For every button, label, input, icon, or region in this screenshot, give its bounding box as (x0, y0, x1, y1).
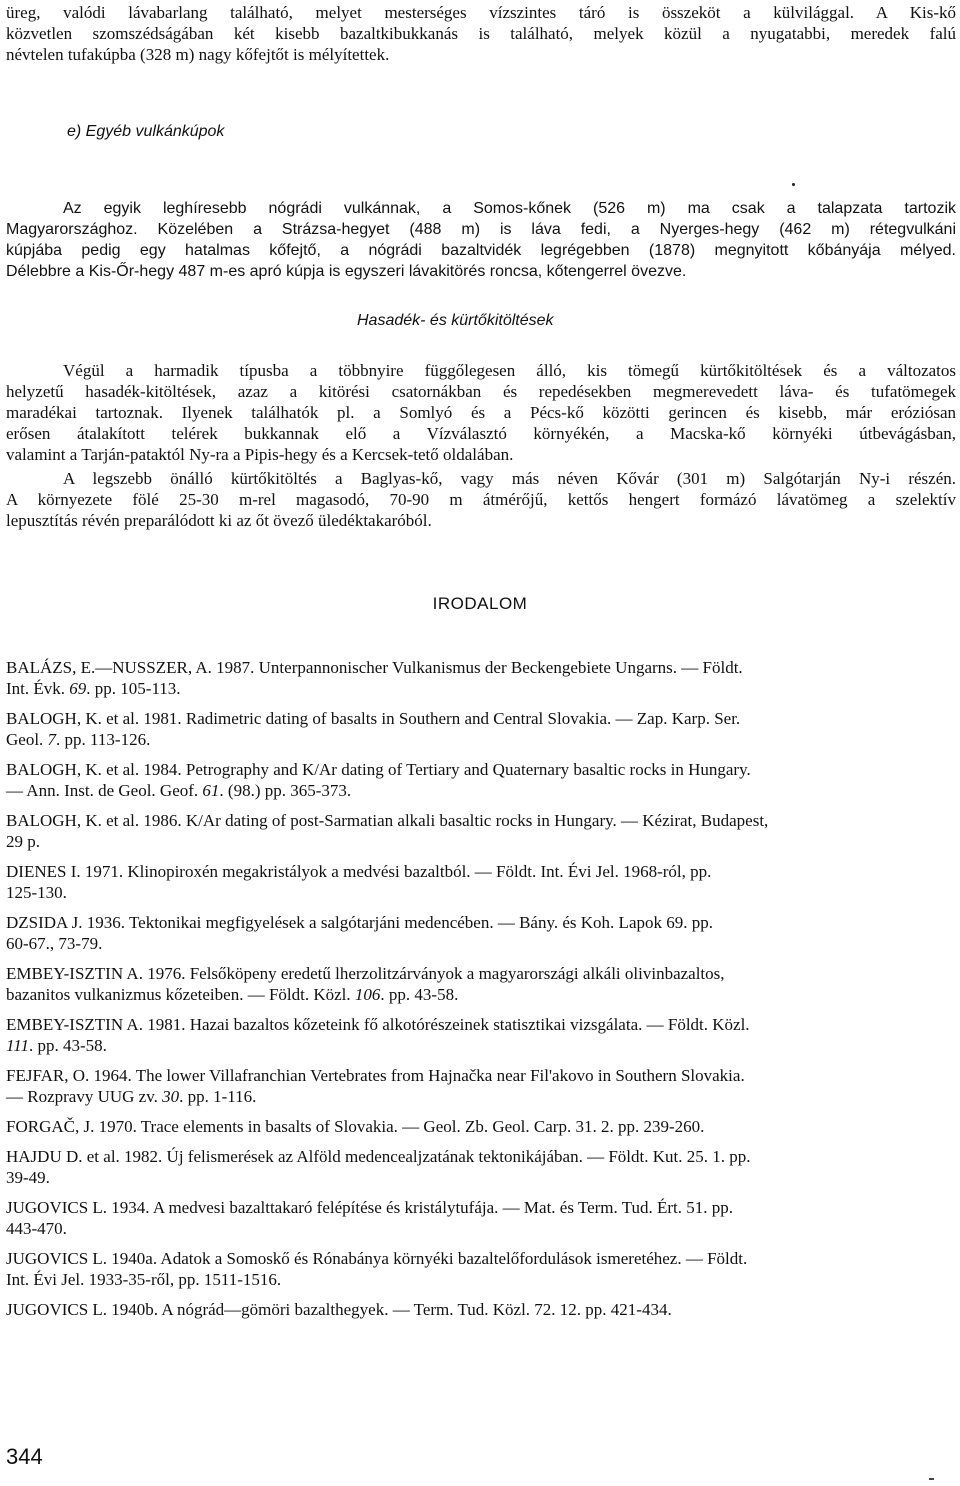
reference-continuation (6, 882, 956, 903)
reference-pages: . pp. 113-126. (56, 730, 151, 749)
reference-citation: EMBEY-ISZTIN A. 1976. Felsőköpeny eredetű lherzolitzárványok a magyarországi alkáli olivinbazaltos, (6, 964, 725, 983)
text-line: Délebbre a Kis-Őr-hegy 487 m-es apró kúpja is egyszeri lávakitörés roncsa, kőtengerrel övezve. (6, 263, 687, 280)
reference-entry (6, 861, 956, 903)
fissure-fillings-paragraph-2 (6, 468, 956, 531)
text-line: A környezete fölé 25-30 m-rel magasodó, 70-90 m átmérőjű, kettős hengert formázó lávatömeg a szelektív (6, 490, 956, 509)
text-line: lepusztítás révén preparálódott ki az őt övező üledéktakaróból. (6, 511, 432, 530)
reference-entry (6, 1299, 956, 1320)
text-line: erősen átalakított telérek bukkannak elő a Vízválasztó környékén, a Macska-kő környéki útbevágásban, (6, 424, 956, 443)
reference-continuation (6, 678, 956, 699)
text-line: közvetlen szomszédságában két kisebb bazaltkibukkanás is található, melyek közül a nyugatabbi, meredek falú (6, 24, 956, 43)
reference-continuation (6, 1035, 956, 1056)
reference-entry (6, 912, 956, 954)
reference-citation: BALOGH, K. et al. 1984. Petrography and K/Ar dating of Tertiary and Quaternary basaltic rocks in Hungary. (6, 760, 751, 779)
reference-citation: BALÁZS, E.—NUSSZER, A. 1987. Unterpannonischer Vulkanismus der Beckengebiete Ungarns. — Földt. (6, 658, 743, 677)
reference-entry (6, 1116, 956, 1137)
reference-entry (6, 1248, 956, 1290)
page-number: 344 (6, 1444, 43, 1469)
reference-volume: 61 (202, 781, 220, 800)
reference-citation: DZSIDA J. 1936. Tektonikai megfigyelések a salgótarjáni medencében. — Bány. és Koh. Lapok 69. pp. (6, 913, 713, 932)
reference-pages: . pp. 43-58. (380, 985, 459, 1004)
reference-volume: 106 (354, 985, 381, 1004)
reference-continuation (6, 1269, 956, 1290)
reference-entry (6, 963, 956, 1005)
other-cones-paragraph (6, 198, 956, 282)
reference-source: bazanitos vulkanizmus kőzeteiben. — Földt. Közl. (6, 985, 355, 1004)
reference-continuation (6, 780, 956, 801)
reference-source: 125-130. (6, 883, 67, 902)
reference-citation: DIENES I. 1971. Klinopiroxén megakristályok a medvési bazaltból. — Földt. Int. Évi Jel. 1968-ról, pp. (6, 862, 712, 881)
reference-list (6, 657, 956, 1329)
reference-continuation (6, 1218, 956, 1239)
reference-continuation (6, 933, 956, 954)
reference-volume: 69 (69, 679, 87, 698)
reference-entry (6, 708, 956, 750)
reference-entry (6, 1197, 956, 1239)
reference-entry (6, 657, 956, 699)
text-line: valamint a Tarján-pataktól Ny-ra a Pipis-hegy és a Kercsek-tető oldalában. (6, 445, 514, 464)
section-heading-fissure-fillings: Hasadék- és kürtőkitöltések (357, 312, 554, 329)
reference-continuation (6, 831, 956, 852)
reference-citation: JUGOVICS L. 1940b. A nógrád—gömöri bazalthegyek. — Term. Tud. Közl. 72. 12. pp. 421-434. (6, 1300, 672, 1319)
section-heading-other-cones: e) Egyéb vulkánkúpok (67, 123, 225, 140)
reference-source: 60-67., 73-79. (6, 934, 103, 953)
reference-citation: FEJFAR, O. 1964. The lower Villafranchian Vertebrates from Hajnačka near Fil'akovo in Southern Slovakia. (6, 1066, 745, 1085)
text-line: maradékai tartoznak. Ilyenek találhatók pl. a Somlyó és a Pécs-kő közötti gerincen és kisebb, már eróziósan (6, 403, 956, 422)
reference-source: Int. Évk. (6, 679, 70, 698)
reference-continuation (6, 1167, 956, 1188)
reference-continuation (6, 729, 956, 750)
reference-citation: BALOGH, K. et al. 1986. K/Ar dating of post-Sarmatian alkali basaltic rocks in Hungary. — Kézirat, Budapest, (6, 811, 769, 830)
reference-citation: BALOGH, K. et al. 1981. Radimetric dating of basalts in Southern and Central Slovakia. — Zap. Karp. Ser. (6, 709, 741, 728)
text-line: Az egyik leghíresebb nógrádi vulkánnak, a Somos-kőnek (526 m) ma csak a talapzata tartozik (63, 200, 956, 217)
reference-citation: JUGOVICS L. 1940a. Adatok a Somoskő és Rónabánya környéki bazaltelőfordulások ismeretéhez. — Földt. (6, 1249, 748, 1268)
reference-citation: HAJDU D. et al. 1982. Új felismerések az Alföld medencealjzatának tektonikájában. — Földt. Kut. 25. 1. pp. (6, 1147, 751, 1166)
reference-source: 29 p. (6, 832, 40, 851)
reference-continuation (6, 984, 956, 1005)
reference-source: 39-49. (6, 1168, 50, 1187)
reference-pages: . pp. 1-116. (179, 1087, 257, 1106)
reference-continuation (6, 1086, 956, 1107)
reference-entry (6, 1065, 956, 1107)
reference-pages: . (98.) pp. 365-373. (219, 781, 352, 800)
fissure-fillings-paragraph-1 (6, 360, 956, 465)
text-line: Magyarországhoz. Közelében a Strázsa-hegyet (488 m) is láva fedi, a Nyerges-hegy (462 m) rétegvulkáni (6, 221, 956, 238)
reference-source: Int. Évi Jel. 1933-35-ről, pp. 1511-1516. (6, 1270, 282, 1289)
scan-speck (792, 183, 795, 186)
text-line: Végül a harmadik típusba a többnyire függőlegesen álló, kis tömegű kürtőkitöltések és a változatos (63, 361, 956, 380)
reference-entry (6, 1014, 956, 1056)
reference-pages: . pp. 105-113. (86, 679, 181, 698)
text-line: helyzetű hasadék-kitöltések, azaz a kitörési csatornákban és repedésekben megmerevedett láva- és tufatömegek (6, 382, 956, 401)
reference-source: Geol. (6, 730, 48, 749)
reference-pages: . pp. 43-58. (28, 1036, 107, 1055)
reference-volume: 111 (6, 1036, 29, 1055)
scan-mark (929, 1478, 934, 1480)
reference-citation: EMBEY-ISZTIN A. 1981. Hazai bazaltos kőzeteink fő alkotórészeinek statisztikai vizsgálata. — Földt. Közl. (6, 1015, 750, 1034)
intro-paragraph (6, 2, 956, 65)
text-line: A legszebb önálló kürtőkitöltés a Baglyas-kő, vagy más néven Kővár (301 m) Salgótarján Ny-i részén. (63, 469, 956, 488)
text-line: kúpjába pedig egy hatalmas kőfejtő, a nógrádi bazaltvidék legrégebben (1878) megnyitott kőbányája mélyed. (6, 242, 956, 259)
reference-source: — Rozpravy UUG zv. (6, 1087, 163, 1106)
reference-entry (6, 1146, 956, 1188)
reference-volume: 7 (47, 730, 57, 749)
text-line: üreg, valódi lávabarlang található, melyet mesterséges vízszintes táró is összeköt a külvilággal. A Kis-kő (6, 3, 956, 22)
reference-volume: 30 (162, 1087, 180, 1106)
reference-citation: FORGAČ, J. 1970. Trace elements in basalts of Slovakia. — Geol. Zb. Geol. Carp. 31. 2. pp. 239-260. (6, 1117, 705, 1136)
reference-citation: JUGOVICS L. 1934. A medvesi bazalttakaró felépítése és kristálytufája. — Mat. és Term. Tud. Ért. 51. pp. (6, 1198, 734, 1217)
reference-entry (6, 759, 956, 801)
reference-source: — Ann. Inst. de Geol. Geof. (6, 781, 203, 800)
references-title: IRODALOM (432, 594, 528, 613)
reference-source: 443-470. (6, 1219, 67, 1238)
text-line: névtelen tufakúpba (328 m) nagy kőfejtőt is mélyítettek. (6, 45, 390, 64)
reference-entry (6, 810, 956, 852)
